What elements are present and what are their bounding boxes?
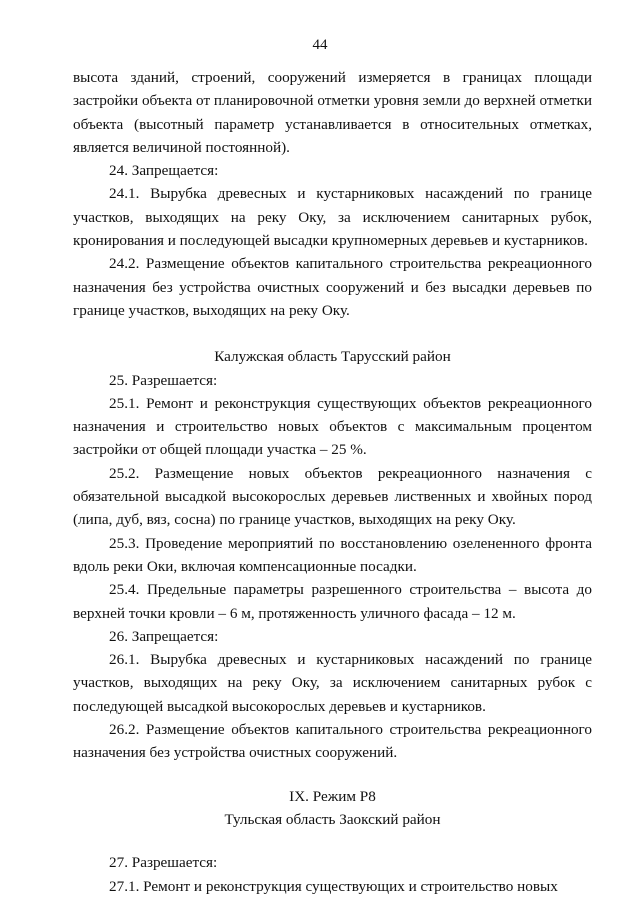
clause-24-2: 24.2. Размещение объектов капитального строительства рекреационного назначения без устройства очистных сооружений и без высадки деревьев по границе участков, выходящих на реку Оку. — [73, 255, 592, 319]
clause-25-3: 25.3. Проведение мероприятий по восстановлению озелененного фронта вдоль реки Оки, включая компенсационные посадки. — [73, 534, 592, 575]
clause-27-1: 27.1. Ремонт и реконструкция существующих и строительство новых — [109, 877, 558, 895]
clause-26-1: 26.1. Вырубка древесных и кустарниковых насаждений по границе участков, выходящих на реку Оку, за исключением санитарных рубок с последующей высадкой высокорослых деревьев и кустарников. — [73, 651, 592, 715]
section-subheading-zaoksky: Тульская область Заокский район — [224, 810, 441, 828]
clause-26-heading: 26. Запрещается: — [109, 627, 219, 645]
clause-25-heading: 25. Разрешается: — [109, 371, 218, 389]
clause-26-2: 26.2. Размещение объектов капитального строительства рекреационного назначения без устройства очистных сооружений. — [73, 721, 592, 762]
page-number: 44 — [312, 37, 328, 53]
clause-25-2: 25.2. Размещение новых объектов рекреационного назначения с обязательной высадкой высокорослых деревьев лиственных и хвойных пород (липа, дуб, вяз, сосна) по границе участков, выходящих на реку Оку. — [73, 464, 592, 529]
paragraph-height-measurement: высота зданий, строений, сооружений измеряется в границах площади застройки объекта от планировочной отметки уровня земли до верхней отметки объекта (высотный параметр устанавливается в относительных отметках, является величиной постоянной). — [73, 69, 592, 156]
clause-24-heading: 24. Запрещается: — [109, 162, 219, 180]
clause-25-4: 25.4. Предельные параметры разрешенного строительства – высота до верхней точки кровли – 6 м, протяженность уличного фасада – 12 м. — [73, 581, 592, 622]
section-heading-regime-p8: IX. Режим Р8 — [289, 787, 376, 805]
clause-27-heading: 27. Разрешается: — [109, 854, 218, 872]
clause-25-1: 25.1. Ремонт и реконструкция существующих объектов рекреационного назначения и строительство новых объектов с максимальным процентом застройки от общей площади участка – 25 %. — [73, 394, 592, 459]
clause-24-1: 24.1. Вырубка древесных и кустарниковых насаждений по границе участков, выходящих на реку Оку, за исключением санитарных рубок, кронирования и последующей высадки крупномерных деревьев и кустарников. — [73, 185, 592, 250]
document-body — [73, 66, 592, 898]
section-heading-tarussky: Калужская область Тарусский район — [214, 348, 451, 366]
